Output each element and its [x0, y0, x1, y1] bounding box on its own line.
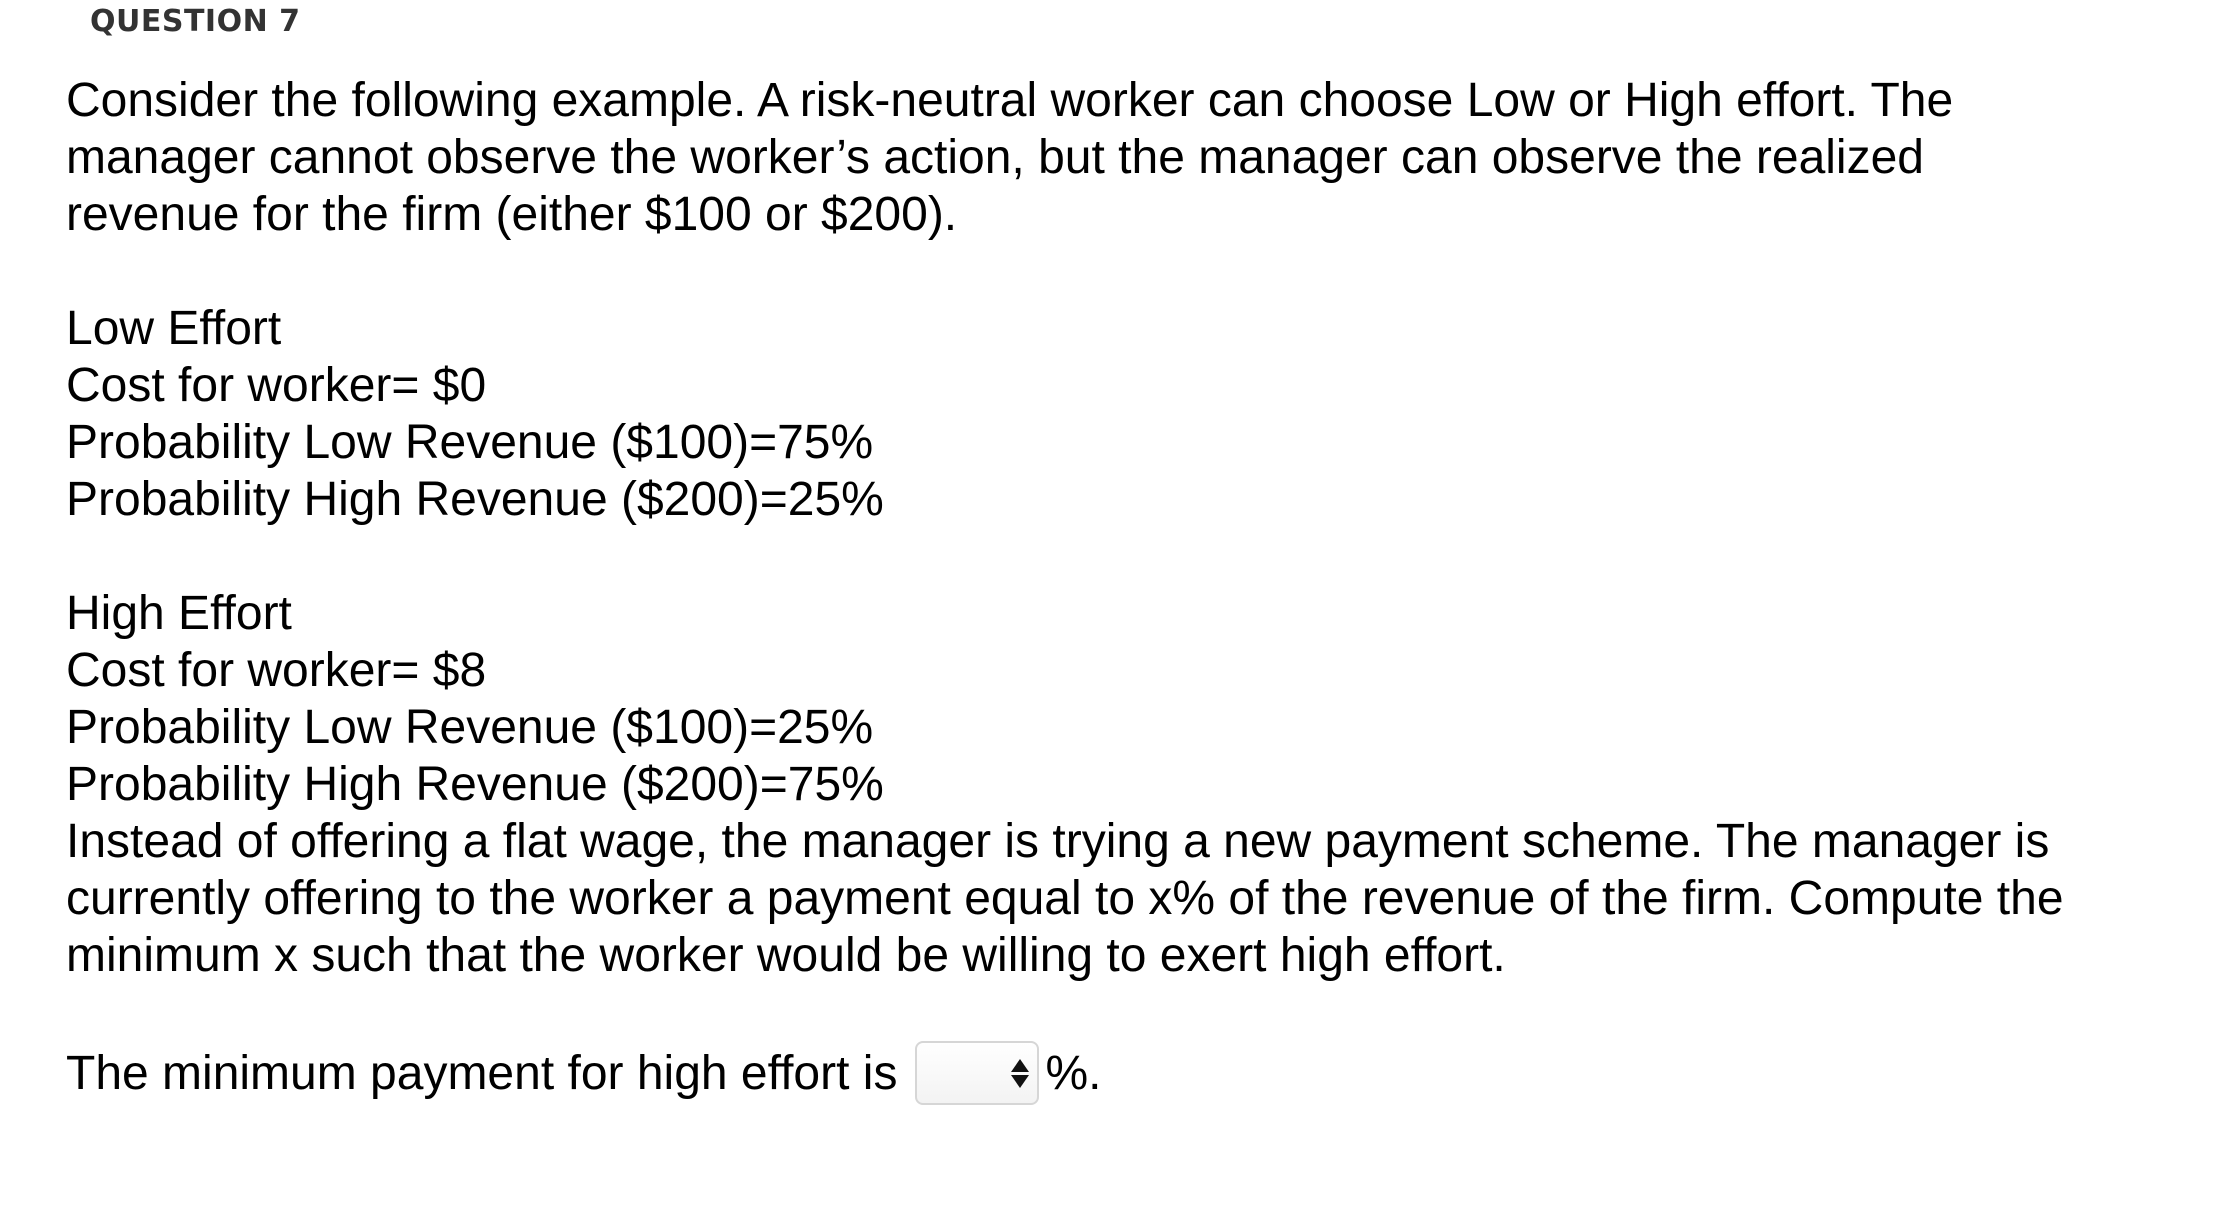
- low-effort-prob-high: Probability High Revenue ($200)=25%: [66, 473, 884, 526]
- scheme-line-1: Instead of offering a flat wage, the manager is trying a new payment scheme. The manager is: [66, 815, 2050, 868]
- high-effort-title: High Effort: [66, 587, 292, 640]
- low-effort-prob-low: Probability Low Revenue ($100)=75%: [66, 416, 874, 469]
- intro-line-2: manager cannot observe the worker’s action, but the manager can observe the realized: [66, 131, 1924, 184]
- answer-input[interactable]: [925, 1051, 1009, 1097]
- question-body: [66, 72, 2166, 1105]
- triangle-up-icon[interactable]: [1011, 1059, 1029, 1072]
- answer-spinner[interactable]: [915, 1041, 1039, 1105]
- high-effort-prob-high: Probability High Revenue ($200)=75%: [66, 758, 884, 811]
- answer-suffix: %.: [1045, 1046, 1102, 1100]
- intro-line-3: revenue for the firm (either $100 or $200).: [66, 188, 958, 241]
- scheme-line-3: minimum x such that the worker would be willing to exert high effort.: [66, 929, 1506, 982]
- triangle-down-icon[interactable]: [1011, 1075, 1029, 1088]
- low-effort-block: [66, 300, 2166, 528]
- scheme-line-2: currently offering to the worker a payment equal to x% of the revenue of the firm. Compute the: [66, 872, 2064, 925]
- high-effort-block: [66, 585, 2166, 813]
- high-effort-cost: Cost for worker= $8: [66, 644, 487, 697]
- intro-line-1: Consider the following example. A risk-neutral worker can choose Low or High effort. The: [66, 74, 1954, 127]
- answer-row: [66, 1041, 2166, 1105]
- spinner-arrows[interactable]: [1011, 1059, 1029, 1088]
- answer-prefix: The minimum payment for high effort is: [66, 1046, 898, 1100]
- high-effort-prob-low: Probability Low Revenue ($100)=25%: [66, 701, 874, 754]
- low-effort-title: Low Effort: [66, 302, 282, 355]
- low-effort-cost: Cost for worker= $0: [66, 359, 487, 412]
- intro-paragraph: [66, 72, 2166, 243]
- question-label: QUESTION 7: [90, 4, 301, 39]
- scheme-paragraph: [66, 813, 2166, 984]
